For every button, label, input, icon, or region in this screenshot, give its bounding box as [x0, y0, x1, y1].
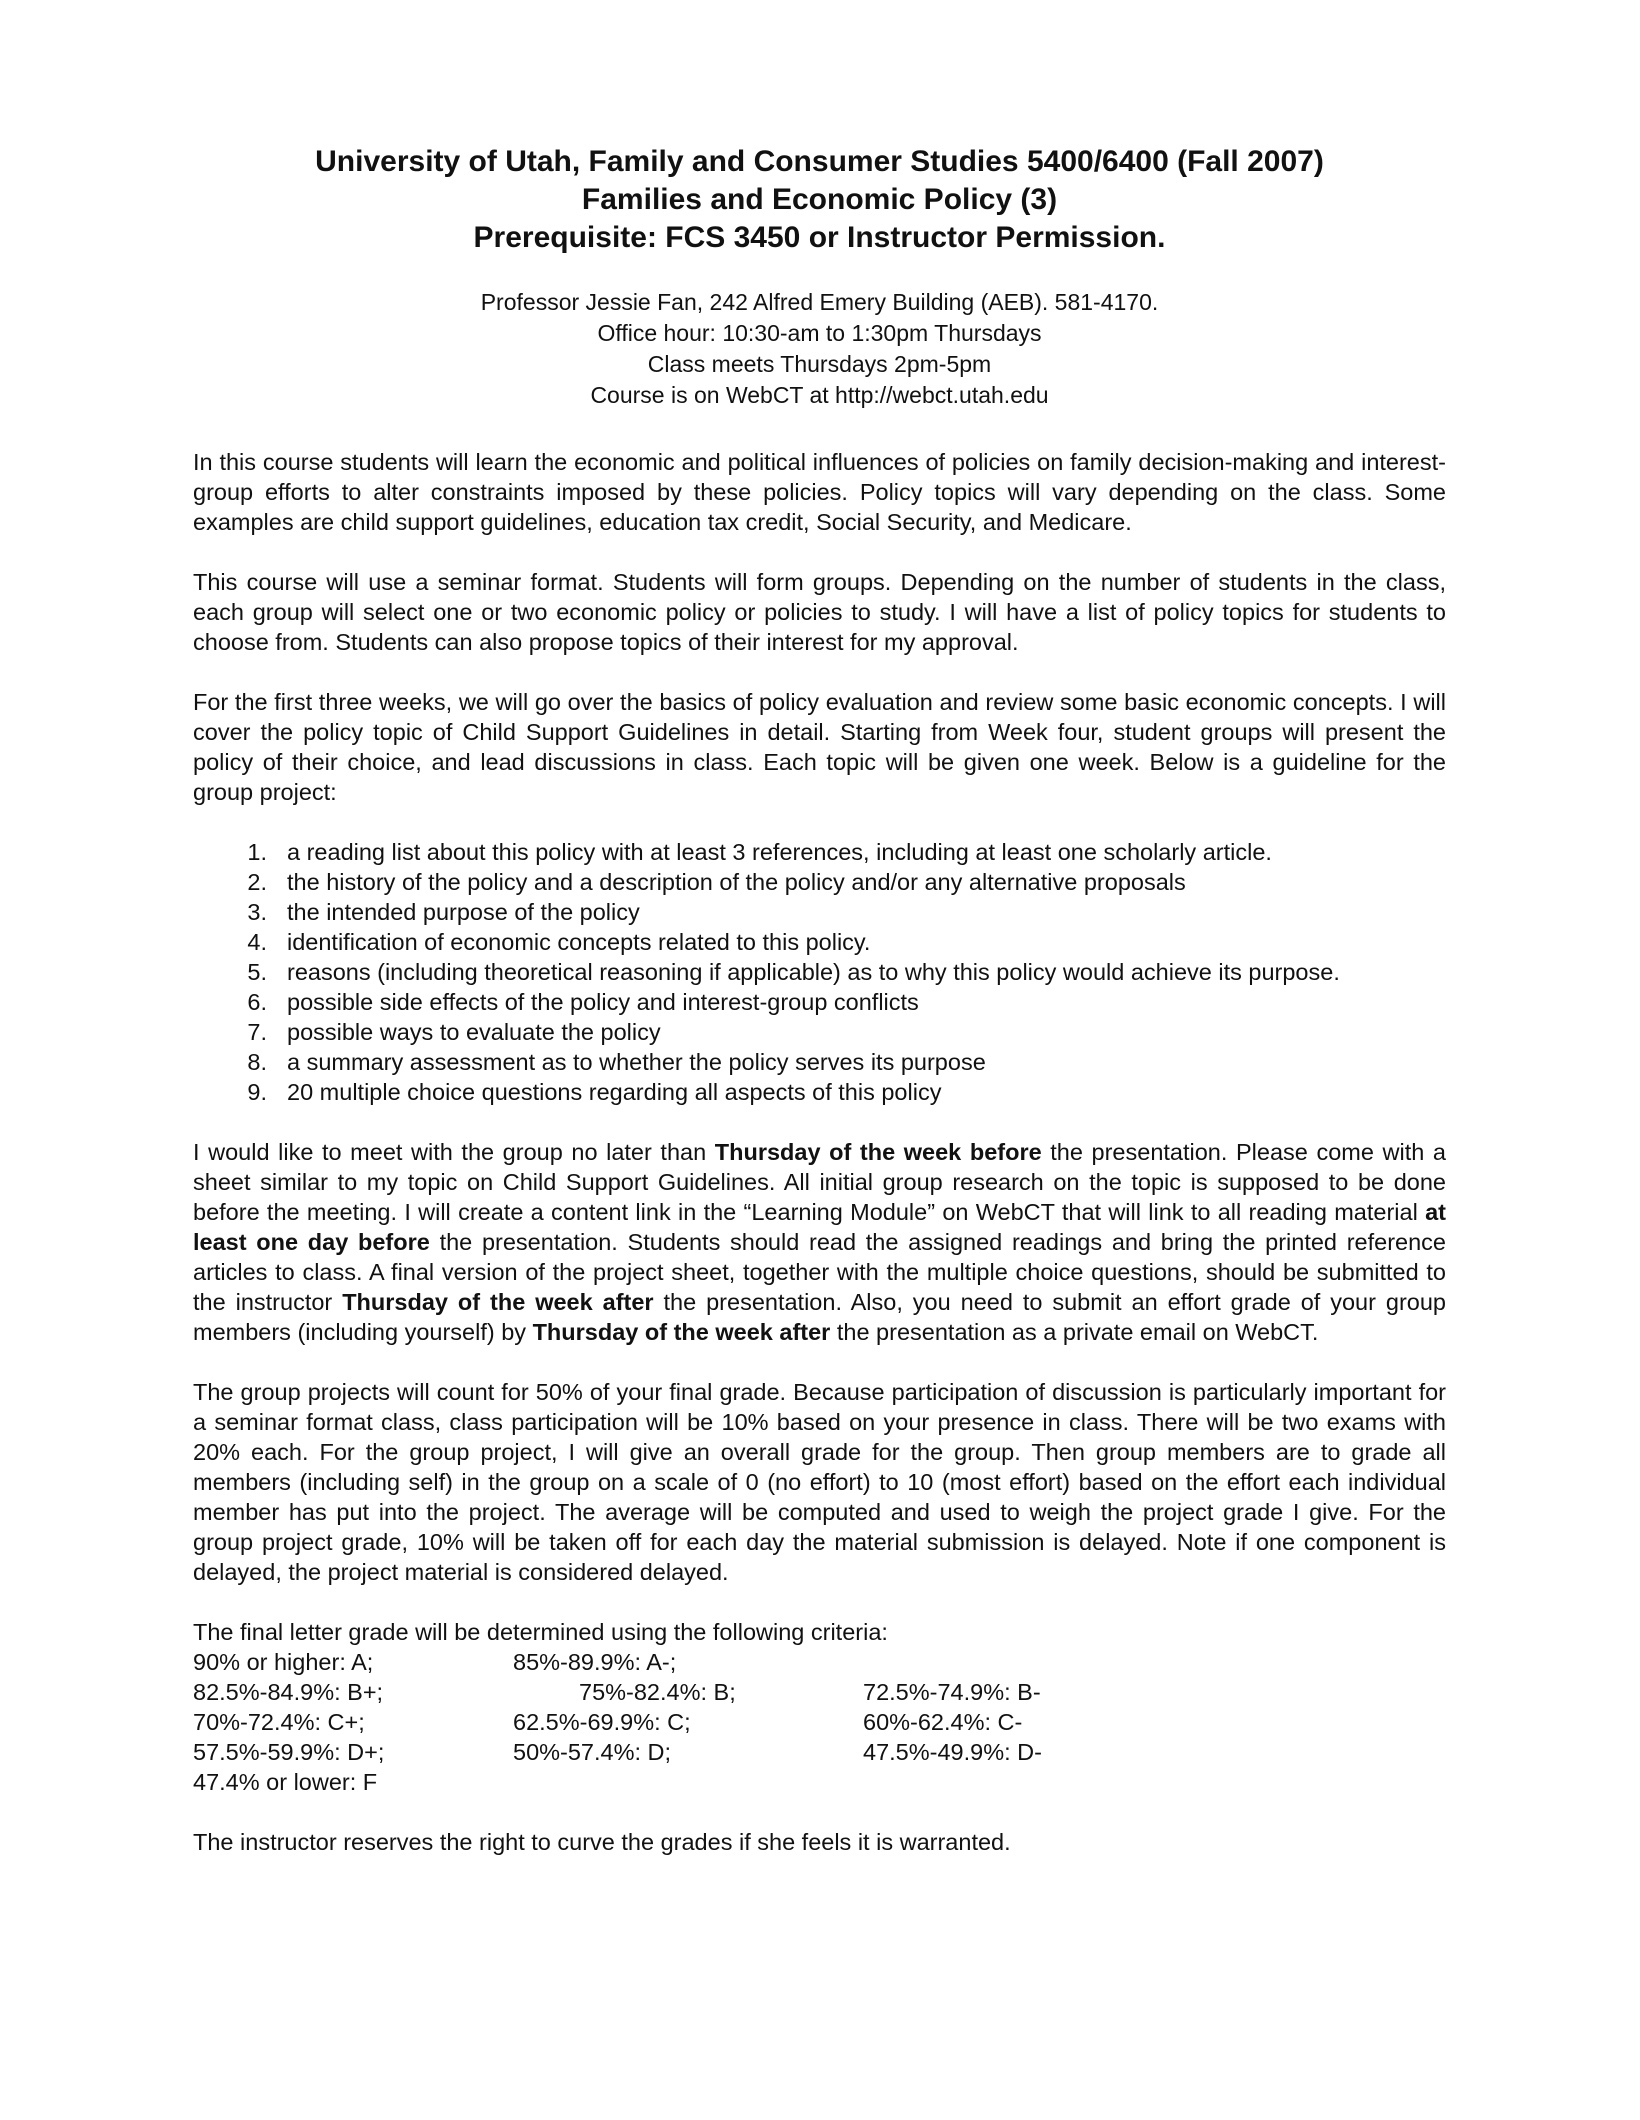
- grade-cell: 50%-57.4%: D;: [513, 1739, 672, 1765]
- list-item: [237, 987, 1446, 1017]
- meeting-emphasis-2: at least one day before: [193, 1199, 1446, 1255]
- grade-criteria-intro: The final letter grade will be determined using the following criteria:: [193, 1619, 888, 1645]
- list-item-text: the history of the policy and a description of the policy and/or any alternative proposals: [287, 869, 1186, 895]
- list-item-number: 4.: [247, 929, 267, 955]
- list-item-text: 20 multiple choice questions regarding all aspects of this policy: [287, 1079, 942, 1105]
- class-meets-line: Class meets Thursdays 2pm-5pm: [647, 351, 992, 377]
- list-item-number: 3.: [247, 899, 267, 925]
- list-item: [237, 1077, 1446, 1107]
- meeting-text-5: the presentation as a private email on WebCT.: [830, 1319, 1319, 1345]
- seminar-paragraph: This course will use a seminar format. Students will form groups. Depending on the number of students in the class, each group will select one or two economic policy or policies to study. I will have a list of policy topics for students to choose from. Students can also propose topics of their interest for my approval.: [193, 569, 1446, 655]
- list-item-number: 5.: [247, 959, 267, 985]
- grading-paragraph: The group projects will count for 50% of your final grade. Because participation of discussion is particularly important for a seminar format class, class participation will be 10% based on your presence in class. There will be two exams with 20% each. For the group project, I will give an overall grade for the group. Then group members are to grade all members (including self) in the group on a scale of 0 (no effort) to 10 (most effort) based on the effort each individual member has put into the project. The average will be computed and used to weigh the project grade I give. For the group project grade, 10% will be taken off for each day the material submission is delayed. Note if one component is delayed, the project material is considered delayed.: [193, 1379, 1446, 1585]
- meeting-text-2: the presentation. Please come with a sheet similar to my topic on Child Support Guidelines. All initial group research on the topic is supposed to be done before the meeting. I will create a content link in the “Learning Module” on WebCT that will link to all reading material: [193, 1139, 1446, 1225]
- grade-cell: 90% or higher: A;: [193, 1649, 374, 1675]
- list-item: [237, 1047, 1446, 1077]
- grade-cell: 70%-72.4%: C+;: [193, 1709, 365, 1735]
- list-item-text: a summary assessment as to whether the policy serves its purpose: [287, 1049, 986, 1075]
- grade-cell: 57.5%-59.9%: D+;: [193, 1739, 385, 1765]
- meeting-text-1: I would like to meet with the group no later than: [193, 1139, 715, 1165]
- grade-cell: 62.5%-69.9%: C;: [513, 1709, 691, 1735]
- list-item: [237, 957, 1446, 987]
- meeting-text-3: the presentation. Students should read the assigned readings and bring the printed reference articles to class. A final version of the project sheet, together with the multiple choice questions, should be submitted to the instructor: [193, 1229, 1447, 1315]
- grade-cell: 72.5%-74.9%: B-: [863, 1679, 1041, 1705]
- office-hour-line: Office hour: 10:30-am to 1:30pm Thursdays: [597, 320, 1042, 346]
- grade-cell: 47.4% or lower: F: [193, 1769, 378, 1795]
- grade-row: [193, 1647, 1446, 1677]
- grade-row: [193, 1737, 1446, 1767]
- list-item: [237, 837, 1446, 867]
- list-item-text: identification of economic concepts related to this policy.: [287, 929, 871, 955]
- list-item-text: a reading list about this policy with at least 3 references, including at least one scholarly article.: [287, 839, 1272, 865]
- list-item-number: 9.: [247, 1079, 267, 1105]
- list-item-number: 6.: [247, 989, 267, 1015]
- list-item-text: the intended purpose of the policy: [287, 899, 640, 925]
- meeting-paragraph: [193, 1137, 1446, 1347]
- grade-cell: [513, 1767, 863, 1797]
- grade-cell: 60%-62.4%: C-: [863, 1709, 1023, 1735]
- grade-cell: 47.5%-49.9%: D-: [863, 1739, 1042, 1765]
- curve-note: The instructor reserves the right to curve the grades if she feels it is warranted.: [193, 1829, 1011, 1855]
- grade-row: [193, 1767, 1446, 1797]
- course-title: University of Utah, Family and Consumer Studies 5400/6400 (Fall 2007): [315, 145, 1324, 178]
- grade-cell: 82.5%-84.9%: B+;: [193, 1679, 384, 1705]
- grade-cell: 75%-82.4%: B;: [579, 1679, 736, 1705]
- weeks-paragraph: For the first three weeks, we will go over the basics of policy evaluation and review some basic economic concepts. I will cover the policy topic of Child Support Guidelines in detail. Starting from Week four, student groups will present the policy of their choice, and lead discussions in class. Each topic will be given one week. Below is a guideline for the group project:: [193, 689, 1446, 805]
- course-prerequisite: Prerequisite: FCS 3450 or Instructor Permission.: [473, 221, 1166, 254]
- professor-line: Professor Jessie Fan, 242 Alfred Emery Building (AEB). 581-4170.: [480, 289, 1159, 315]
- list-item-number: 2.: [247, 869, 267, 895]
- grade-cell: [863, 1647, 1163, 1677]
- list-item-number: 8.: [247, 1049, 267, 1075]
- grade-cell: [863, 1767, 1163, 1797]
- course-title-block: [193, 143, 1446, 257]
- meeting-emphasis-1: Thursday of the week before: [714, 1139, 1042, 1165]
- list-item-number: 7.: [247, 1019, 267, 1045]
- list-item: [237, 897, 1446, 927]
- list-item-text: possible ways to evaluate the policy: [287, 1019, 661, 1045]
- list-item-number: 1.: [247, 839, 267, 865]
- guideline-list: [193, 837, 1446, 1107]
- list-item: [237, 1017, 1446, 1047]
- list-item-text: possible side effects of the policy and interest-group conflicts: [287, 989, 919, 1015]
- course-subtitle: Families and Economic Policy (3): [581, 183, 1058, 216]
- instructor-info: [193, 287, 1446, 411]
- webct-line: Course is on WebCT at http://webct.utah.edu: [590, 382, 1049, 408]
- grade-row: [193, 1677, 1446, 1707]
- meeting-emphasis-4: Thursday of the week after: [532, 1319, 831, 1345]
- grade-scale-table: [193, 1647, 1446, 1797]
- meeting-text-4: the presentation. Also, you need to submit an effort grade of your group members (including yourself) by: [193, 1289, 1446, 1345]
- meeting-emphasis-3: Thursday of the week after: [342, 1289, 654, 1315]
- list-item-text: reasons (including theoretical reasoning if applicable) as to why this policy would achieve its purpose.: [287, 959, 1340, 985]
- list-item: [237, 927, 1446, 957]
- intro-paragraph: In this course students will learn the economic and political influences of policies on family decision-making and interest-group efforts to alter constraints imposed by these policies. Policy topics will vary depending on the class. Some examples are child support guidelines, education tax credit, Social Security, and Medicare.: [193, 449, 1446, 535]
- grade-row: [193, 1707, 1446, 1737]
- grade-cell: 85%-89.9%: A-;: [513, 1649, 677, 1675]
- list-item: [237, 867, 1446, 897]
